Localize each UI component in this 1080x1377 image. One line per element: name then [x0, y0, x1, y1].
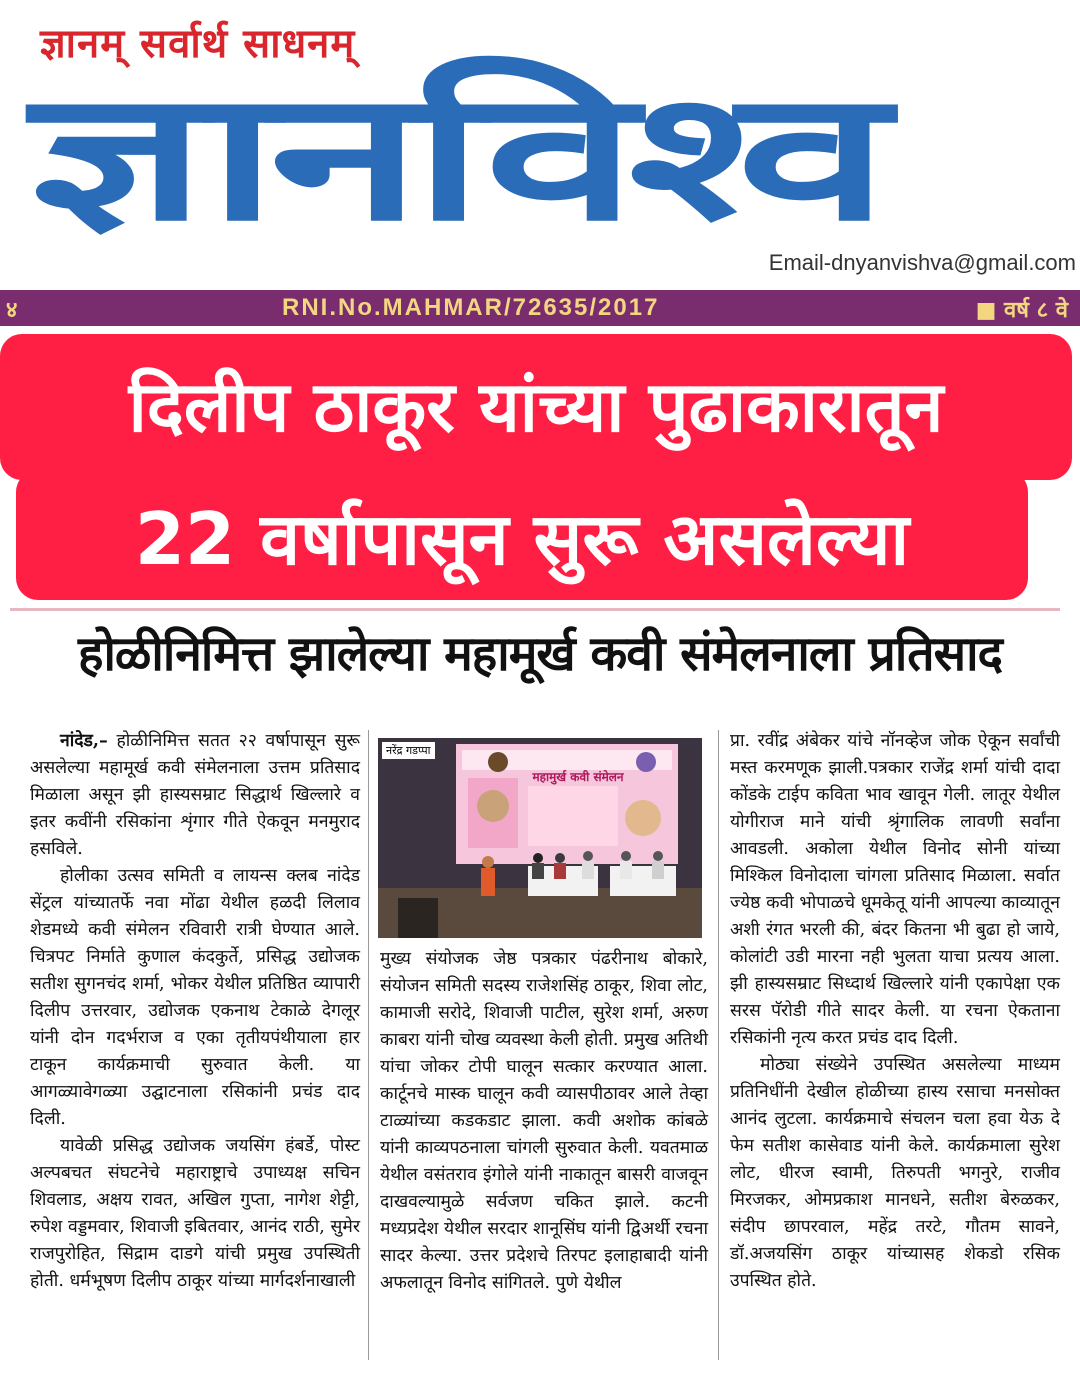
masthead-tagline: ज्ञानम् सर्वार्थ साधनम् [40, 20, 356, 67]
event-photo [378, 738, 702, 938]
rni-number: RNI.No.MAHMAR/72635/2017 [282, 294, 660, 321]
article-paragraph [30, 728, 360, 863]
newspaper-logo [20, 53, 1060, 260]
dateline: नांदेड,– [60, 731, 108, 751]
subheadline: होळीनिमित्त झालेल्या महामूर्ख कवी संमेलनाला प्रतिसाद [77, 626, 1003, 682]
masthead-email: Email-dnyanvishva@gmail.com [768, 250, 1076, 275]
article-paragraph: प्रा. रवींद्र अंबेकर यांचे नॉनव्हेज जोक ऐकून सर्वांची मस्त करमणूक झाली.पत्रकार राजेंद्र शर्मा यांची दादा कोंडके टाईप कविता भाव खावून गेली. लातूर येथील योगीराज माने यांची श्रृंगालिक लावणी सर्वांना आवडली. अकोला येथील विनोद सोनी यांच्या मिश्किल विनोदाला चांगला प्रतिसाद मिळाला. सर्वात ज्येष्ठ कवी भोपाळचे धूमकेतू यांनी आपल्या काव्यातून अशी रंगत भरली की, बंदर कितना भी बुढा हो जाये, कोलांटी उडी मारना नही भुलता याचा प्रत्यय आला. झी हास्यसम्राट सिध्दार्थ खिल्लारे यांनी एकापेक्षा एक सरस पॅरोडी गीते सादर केली. या रचना ऐकताना रसिकांनी नृत्य करत प्रचंड दाद दिली. [730, 731, 1060, 1048]
column-divider [368, 730, 369, 1360]
article-column-3 [730, 728, 1060, 1295]
page-number: ४ [6, 298, 18, 323]
article-paragraph: होलीका उत्सव समिती व लायन्स क्लब नांदेड सेंट्रल यांच्यातर्फे नवा मोंढा येथील हळदी लिलाव शेडमध्ये कवी संमेलन रविवारी रात्री घेण्यात आले. चित्रपट निर्माते कुणाल कंदकुर्ते, प्रसिद्ध उद्योजक सतीश सुगनचंद शर्मा, भोकर येथील प्रतिष्ठित व्यापारी दिलीप उत्तरवार, उद्योजक एकनाथ टेकाळे देगलूर यांनी दोन गदर्भराज व एका तृतीयपंथीयाला हार टाकून कार्यक्रमाची सुरुवात केली. या आगळ्यावेगळ्या उद्घाटनाला रसिकांनी प्रचंड दाद दिली. [30, 866, 360, 1129]
divider [10, 608, 1060, 611]
year-label: ■ वर्ष ८ वे [975, 298, 1068, 323]
article-paragraph: मोठ्या संख्येने उपस्थित असलेल्या माध्यम प्रतिनिधींनी देखील होळीच्या हास्य रसाचा मनसोक्त आनंद लुटला. कार्यक्रमाचे संचलन चला हवा येऊ दे फेम सतीश कासेवाड यांनी केले. कार्यक्रमाला सुरेश लोट, धीरज स्वामी, तिरुपती भगनुरे, राजीव मिरजकर, ओमप्रकाश मानधने, सतीश बेरुळकर, संदीप छापरवाल, महेंद्र तरटे, गौतम सावने, डॉ.अजयसिंग ठाकूर यांच्यासह शेकडो रसिक उपस्थित होते. [730, 1055, 1060, 1291]
paragraph-text: होळीनिमित्त सतत २२ वर्षापासून सुरू असलेल्या महामूर्ख कवी संमेलनाला उत्तम प्रतिसाद मिळाला असून झी हास्यसम्राट सिद्धार्थ खिल्लारे व इतर कवींनी रसिकांना शृंगार गीते ऐकवून मनमुराद हसविले. [30, 731, 360, 859]
rni-bar [0, 290, 1080, 326]
headline-banner-line1 [0, 334, 1072, 480]
article-paragraph: यावेळी प्रसिद्ध उद्योजक जयसिंग हंबर्डे, पोस्ट अल्पबचत संघटनेचे महाराष्ट्राचे उपाध्यक्ष सचिन शिवलाड, अक्षय रावत, अखिल गुप्ता, नागेश शेट्टी, रुपेश वड्डमवार, शिवाजी इबितवार, आनंद राठी, सुमेर राजपुरोहित, सिद्राम दाडगे यांची प्रमुख उपस्थिती होती. धर्मभूषण दिलीप ठाकूर यांच्या मार्गदर्शनाखाली [30, 1136, 360, 1291]
article-column-2 [380, 946, 708, 1297]
masthead [0, 0, 1080, 286]
headline-banner-line2 [16, 470, 1028, 600]
column-divider [718, 730, 719, 1360]
article-column-1 [30, 728, 360, 1295]
article-paragraph: मुख्य संयोजक जेष्ठ पत्रकार पंढरीनाथ बोकारे, संयोजन समिती सदस्य राजेशसिंह ठाकूर, शिवा लोट, कामाजी सरोदे, शिवाजी पाटील, सुरेश शर्मा, अरुण काबरा यांनी चोख व्यवस्था केली होती. प्रमुख अतिथी यांचा जोकर टोपी घालून सत्कार करण्यात आला. कार्टूनचे मास्क घालून कवी व्यासपीठावर आले तेव्हा टाळ्यांच्या कडकडाट झाला. कवी अशोक कांबळे यांनी काव्यपठनाला चांगली सुरुवात केली. यवतमाळ येथील वसंतराव इंगोले यांनी नाकातून बासरी वाजवून दाखवल्यामुळे सर्वजण चकित झाले. कटनी मध्यप्रदेश येथील सरदार शानूसिंघ यांनी द्विअर्थी रचना सादर केल्या. उत्तर प्रदेशचे तिरपट इलाहाबादी यांनी अफलातून विनोद सांगितले. पुणे येथील [380, 949, 708, 1293]
photo-credit: नरेंद्र गडप्पा [382, 742, 435, 759]
headline-line2: 22 वर्षापासून सुरू असलेल्या [134, 497, 910, 581]
logo-text: ज्ञानविश्व [30, 53, 881, 260]
headline-line1: दिलीप ठाकूर यांच्या पुढाकारातून [128, 366, 944, 448]
poster-title: महामुर्ख कवी संमेलन [532, 770, 624, 784]
